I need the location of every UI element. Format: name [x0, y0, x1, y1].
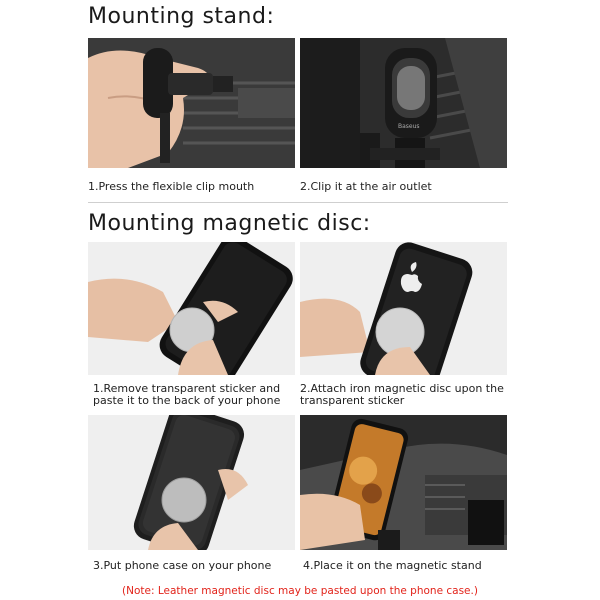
photo-attach-disc [300, 242, 507, 375]
photo-remove-sticker [88, 242, 295, 375]
brand-logo-text: Baseus [398, 123, 420, 130]
section-divider [88, 202, 508, 203]
photo-press-clip [88, 38, 295, 168]
caption-disc-step-1 [93, 383, 280, 407]
caption-disc-step-2 [300, 383, 504, 407]
caption-disc-step-2-line2: transparent sticker [300, 394, 405, 407]
photo-clip-air-outlet [300, 38, 507, 168]
section-title-mounting-stand: Mounting stand: [88, 4, 275, 29]
photo-place-on-stand [300, 415, 507, 550]
section-title-mounting-disc: Mounting magnetic disc: [88, 211, 371, 236]
note-text: (Note: Leather magnetic disc may be pasted upon the phone case.) [122, 585, 478, 597]
caption-disc-step-3: 3.Put phone case on your phone [93, 559, 272, 572]
caption-step-1: 1.Press the flexible clip mouth [88, 180, 255, 193]
caption-disc-step-1-line2: paste it to the back of your phone [93, 394, 281, 407]
caption-step-2: 2.Clip it at the air outlet [300, 180, 432, 193]
caption-disc-step-4: 4.Place it on the magnetic stand [303, 559, 482, 572]
photo-phone-case [88, 415, 295, 550]
caption-disc-step-1-line1: 1.Remove transparent sticker and [93, 382, 281, 395]
caption-disc-step-2-line1: 2.Attach iron magnetic disc upon the [300, 382, 504, 395]
